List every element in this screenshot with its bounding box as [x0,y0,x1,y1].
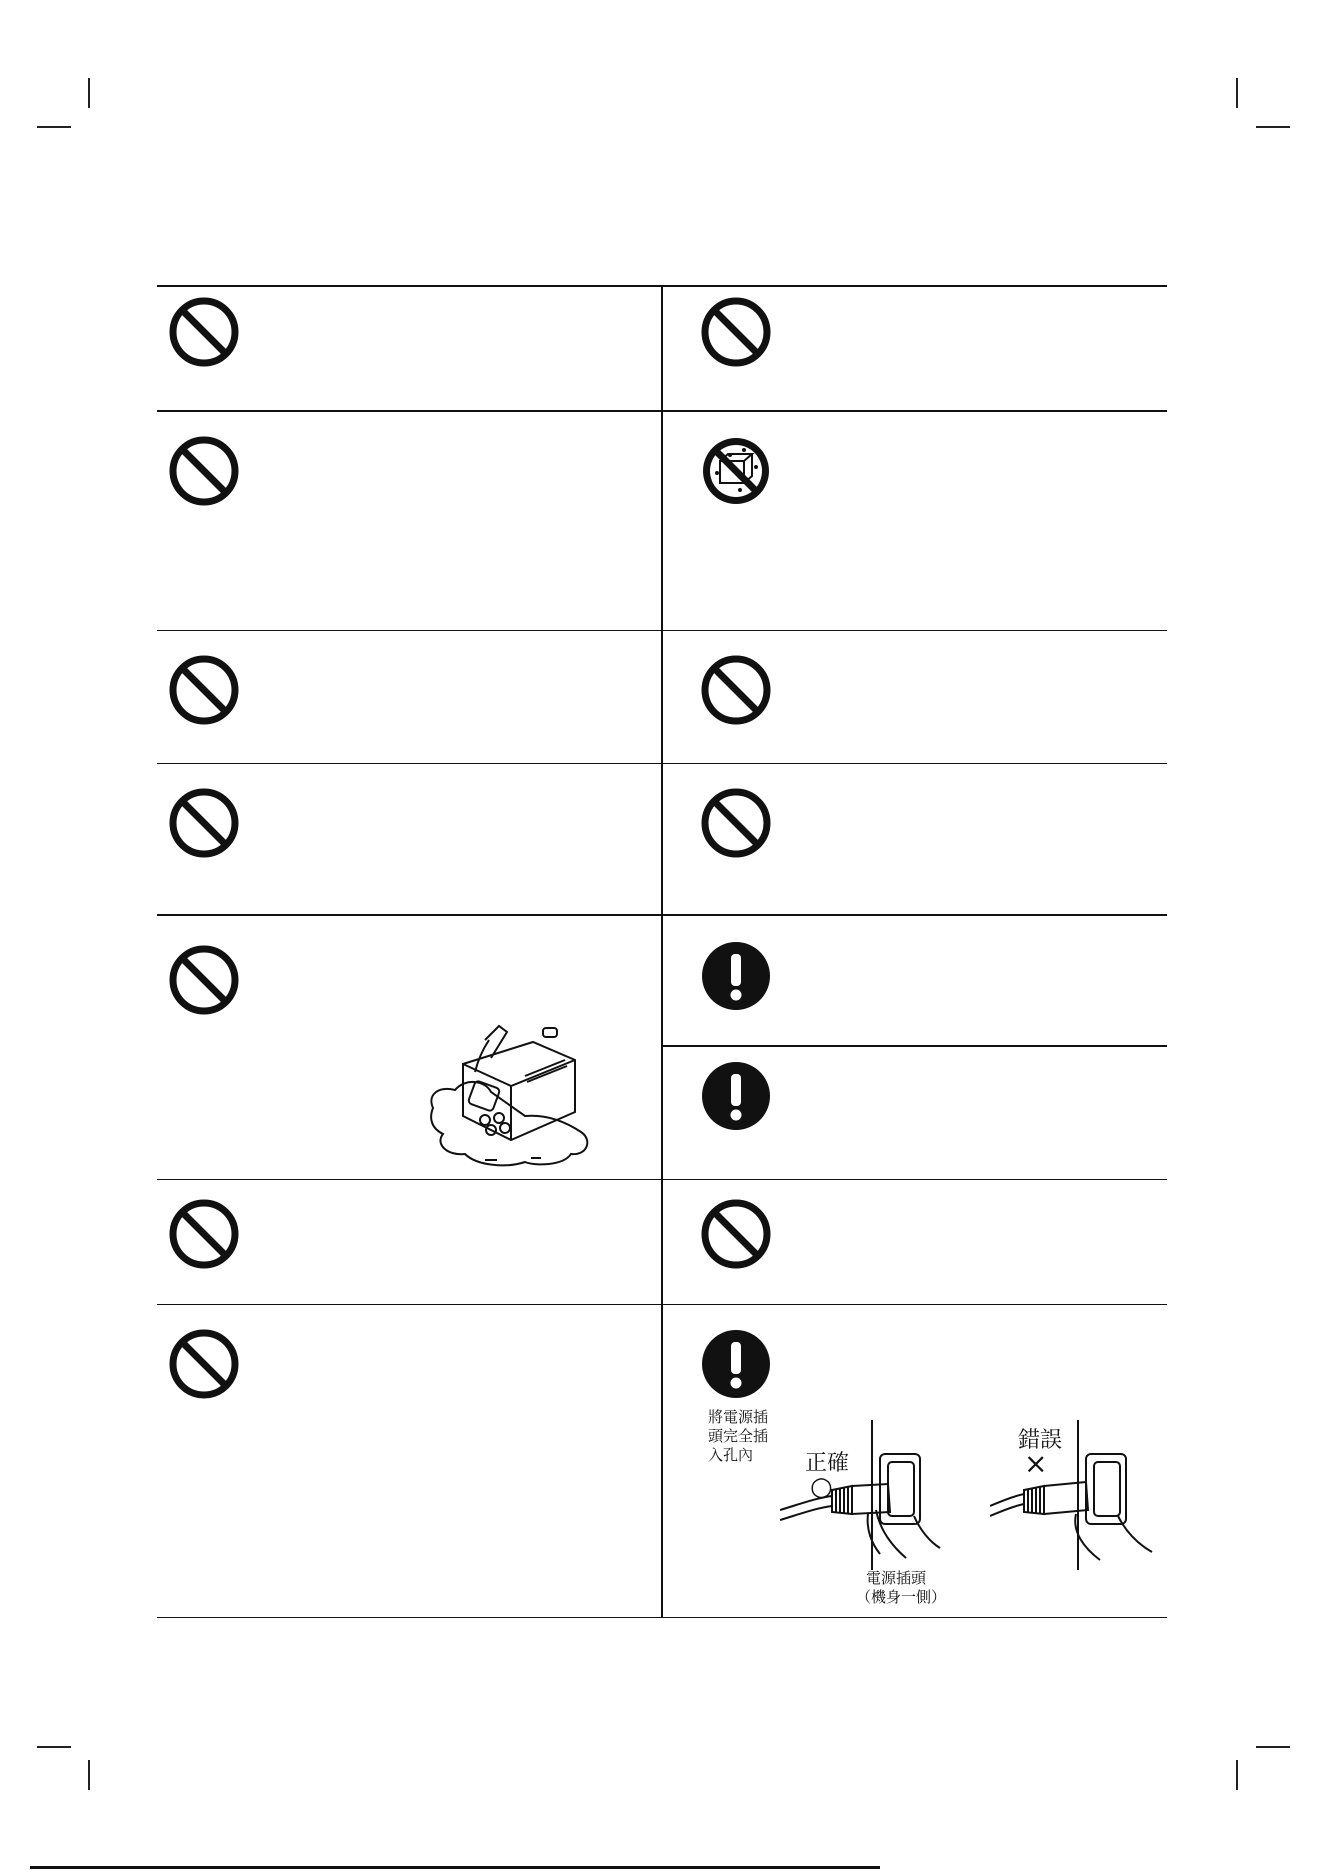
plug-inserted-incorrectly-illustration [990,1420,1160,1570]
prohibition-icon [700,654,772,726]
plug-instruction-text: 將電源插 頭完全插 入孔內 [708,1408,769,1464]
prohibition-icon [168,296,240,368]
prohibition-icon [168,1328,240,1400]
spilled-liquid-printer-illustration [425,1020,595,1170]
plug-inserted-correctly-illustration [780,1420,950,1570]
prohibition-icon [168,1198,240,1270]
exclamation-icon [700,1328,772,1400]
crop-mark [1236,1760,1238,1790]
correct-mark: ○ [810,1472,833,1502]
crop-mark [37,1746,71,1748]
prohibition-icon [700,787,772,859]
prohibition-icon [700,296,772,368]
crop-mark [1256,126,1290,128]
crop-mark [37,126,71,128]
correct-label: 正確 [805,1451,850,1476]
prohibition-icon [700,1198,772,1270]
plug-caption-line1: 電源插頭 [866,1569,927,1587]
prohibition-icon [168,654,240,726]
wrong-mark: × [1024,1447,1048,1480]
crop-mark [88,78,90,108]
prohibition-icon [168,944,240,1016]
prohibition-icon [168,787,240,859]
exclamation-icon [700,1060,772,1132]
table-border-bottom [157,1617,1167,1618]
column-divider [661,285,663,1617]
prohibition-icon [168,435,240,507]
wrong-label: 錯誤 [1018,1428,1063,1453]
crop-mark [88,1760,90,1790]
crop-mark [1236,78,1238,108]
exclamation-icon [700,940,772,1012]
plug-caption-line2: （機身一側） [856,1588,947,1606]
no-water-icon [700,435,772,507]
bottom-edge-bar [30,1866,880,1869]
row-divider [662,1045,1167,1047]
crop-mark [1256,1746,1290,1748]
